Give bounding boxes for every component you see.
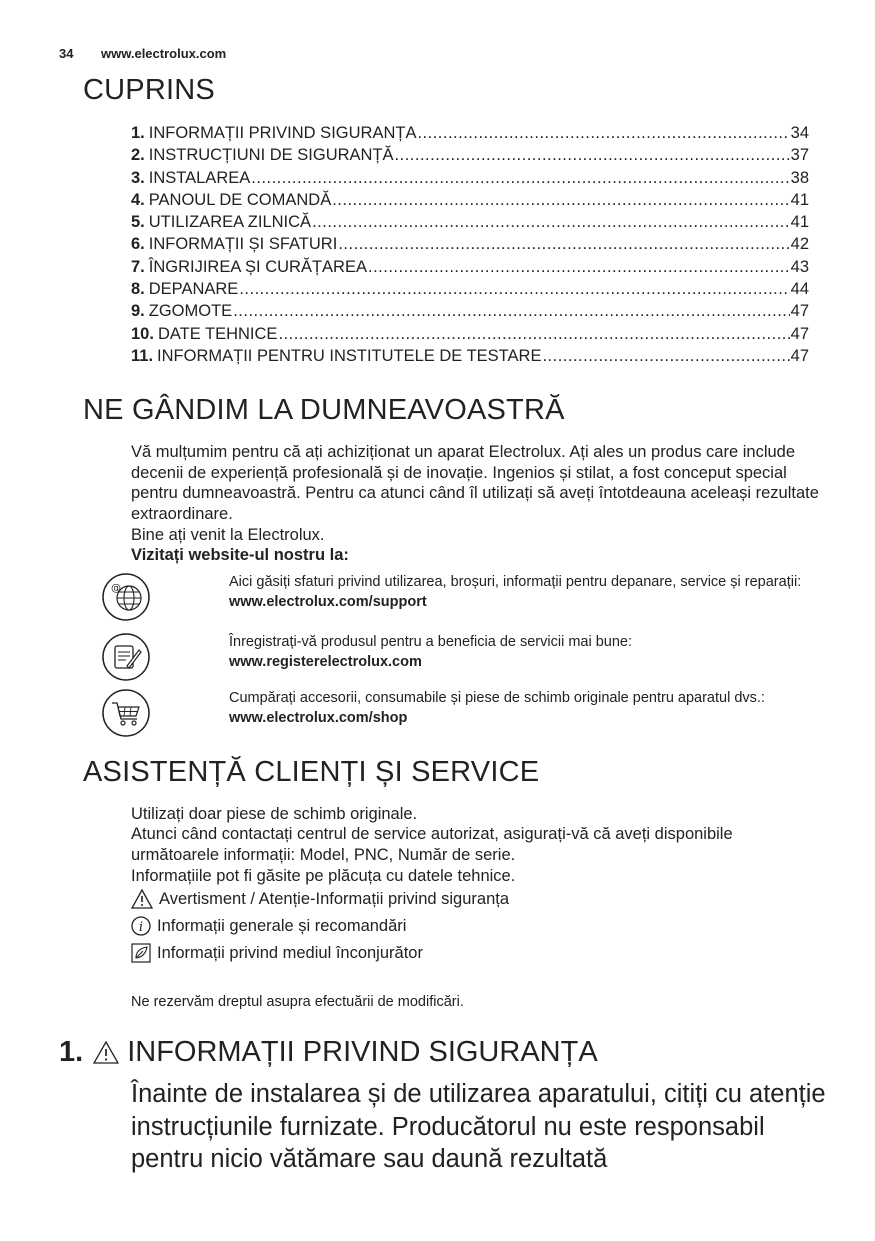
toc-item-number: 5. (131, 213, 145, 232)
toc-item-page: 41 (790, 190, 809, 209)
thanks-paragraph: Vă mulțumim pentru că ați achiziționat un aparat Electrolux. Ați ales un produs care include decenii de experiență profesională și de inovație. Ingenios și stilat, a fost conceput special pentru dumneavoastră. Pentru ca atunci când îl utilizați să aveți întotdeauna aceleași rezultate extraordinare. (131, 443, 819, 523)
toc-item-page: 38 (790, 168, 809, 187)
toc-leader (312, 211, 790, 233)
visit-line: Vizitați website-ul nostru la: (131, 546, 349, 564)
toc-item-number: 8. (131, 280, 145, 299)
toc-item[interactable] (131, 323, 809, 345)
toc-item-number: 9. (131, 302, 145, 321)
support-link[interactable]: www.electrolux.com/support (229, 594, 427, 610)
service-line-2: Atunci când contactați centrul de service autorizat, asigurați-vă că aveți disponibile următoarele informații: Model, PNC, Număr de serie. (131, 825, 733, 864)
toc-item-number: 10. (131, 324, 154, 343)
toc-leader (233, 300, 789, 322)
register-icon (101, 632, 151, 682)
toc-item-label: ÎNGRIJIREA ȘI CURĂȚAREA (148, 257, 367, 276)
legend-environment-text: Informații privind mediul înconjurător (157, 943, 423, 962)
toc-item[interactable] (131, 189, 809, 211)
toc-item[interactable] (131, 278, 809, 300)
safety-intro: Înainte de instalarea și de utilizarea aparatului, citiți cu atenție instrucțiunile furnizate. Producătorul nu este responsabil pentru nicio vătămare sau daună rezultată (131, 1080, 826, 1173)
resource-register (101, 632, 821, 692)
toc-item-label: UTILIZAREA ZILNICĂ (148, 213, 312, 232)
toc-item-number: 11. (131, 346, 154, 365)
safety-title (59, 1036, 598, 1069)
toc-item-page: 47 (790, 346, 809, 365)
toc-item-label: INFORMAȚII PENTRU INSTITUTELE DE TESTARE (157, 346, 542, 365)
globe-icon (101, 572, 151, 622)
legend-environment (131, 943, 423, 963)
service-line-1: Utilizați doar piese de schimb originale. (131, 805, 418, 823)
page-number: 34 (59, 46, 74, 61)
legend-info (131, 916, 406, 936)
toc-item[interactable] (131, 300, 809, 322)
toc-item-label: DATE TEHNICE (157, 324, 278, 343)
legend-info-text: Informații generale și recomandări (157, 916, 407, 935)
toc-item-number: 6. (131, 235, 145, 254)
toc-item-page: 41 (790, 213, 809, 232)
toc-item-label: ZGOMOTE (148, 302, 233, 321)
cart-icon (101, 688, 151, 738)
safety-number: 1. (59, 1036, 84, 1068)
thinking-title: NE GÂNDIM LA DUMNEAVOASTRĂ (83, 394, 565, 426)
service-line-3: Informațiile pot fi găsite pe plăcuța cu datele tehnice. (131, 867, 516, 885)
toc-item[interactable] (131, 345, 809, 367)
toc-leader (338, 233, 789, 255)
toc-item-label: INSTALAREA (148, 168, 251, 187)
table-of-contents (131, 122, 809, 367)
toc-item-page: 34 (790, 124, 809, 142)
toc-item-label: INSTRUCȚIUNI DE SIGURANȚĂ (148, 146, 394, 165)
legend-warning-text: Avertisment / Atenție-Informații privind siguranța (159, 889, 510, 908)
resource-register-text: Înregistrați-vă produsul pentru a beneficia de servicii mai bune: (229, 634, 632, 650)
welcome-line: Bine ați venit la Electrolux. (131, 526, 325, 544)
toc-item-label: DEPANARE (148, 280, 239, 299)
toc-leader (417, 122, 789, 144)
toc-item-page: 47 (790, 324, 809, 343)
resource-shop (101, 688, 821, 748)
toc-leader (251, 167, 789, 189)
safety-title-text: INFORMAȚII PRIVIND SIGURANȚA (127, 1036, 598, 1068)
shop-link[interactable]: www.electrolux.com/shop (229, 710, 408, 726)
resource-support (101, 572, 821, 632)
toc-leader (368, 256, 790, 278)
resource-shop-text: Cumpărați accesorii, consumabile și piese de schimb originale pentru aparatul dvs.: (229, 690, 765, 706)
toc-item[interactable] (131, 256, 809, 278)
toc-leader (239, 278, 789, 300)
toc-item[interactable] (131, 233, 809, 255)
info-icon (131, 916, 151, 936)
toc-item-page: 43 (790, 257, 809, 276)
register-link[interactable]: www.registerelectrolux.com (229, 654, 422, 670)
toc-item-number: 1. (131, 124, 145, 142)
modification-note: Ne rezervăm dreptul asupra efectuării de modificări. (131, 994, 464, 1010)
warning-icon (131, 889, 153, 909)
toc-item[interactable] (131, 167, 809, 189)
toc-item[interactable] (131, 211, 809, 233)
warning-icon (93, 1041, 119, 1064)
toc-title: CUPRINS (83, 74, 215, 106)
toc-leader (395, 144, 790, 166)
toc-item-number: 2. (131, 146, 145, 165)
toc-item-page: 47 (790, 302, 809, 321)
toc-leader (542, 345, 789, 367)
toc-item-page: 44 (790, 280, 809, 299)
toc-item-label: INFORMAȚII ȘI SFATURI (148, 235, 338, 254)
website-header: www.electrolux.com (101, 46, 227, 61)
toc-item-label: PANOUL DE COMANDĂ (148, 190, 332, 209)
toc-item[interactable] (131, 122, 809, 144)
toc-item-label: INFORMAȚII PRIVIND SIGURANȚA (148, 124, 417, 142)
resource-support-text: Aici găsiți sfaturi privind utilizarea, broșuri, informații pentru depanare, service și reparații: (229, 574, 802, 590)
environment-icon (131, 943, 151, 963)
svg-text:@: @ (111, 583, 121, 594)
toc-item-page: 37 (790, 146, 809, 165)
legend-warning (131, 889, 509, 909)
toc-item-number: 7. (131, 257, 145, 276)
toc-item-page: 42 (790, 235, 809, 254)
toc-leader (332, 189, 789, 211)
service-title: ASISTENȚĂ CLIENȚI ȘI SERVICE (83, 756, 540, 788)
toc-leader (278, 323, 789, 345)
toc-item[interactable] (131, 144, 809, 166)
toc-item-number: 3. (131, 168, 145, 187)
svg-text:i: i (138, 920, 144, 935)
toc-item-number: 4. (131, 190, 145, 209)
